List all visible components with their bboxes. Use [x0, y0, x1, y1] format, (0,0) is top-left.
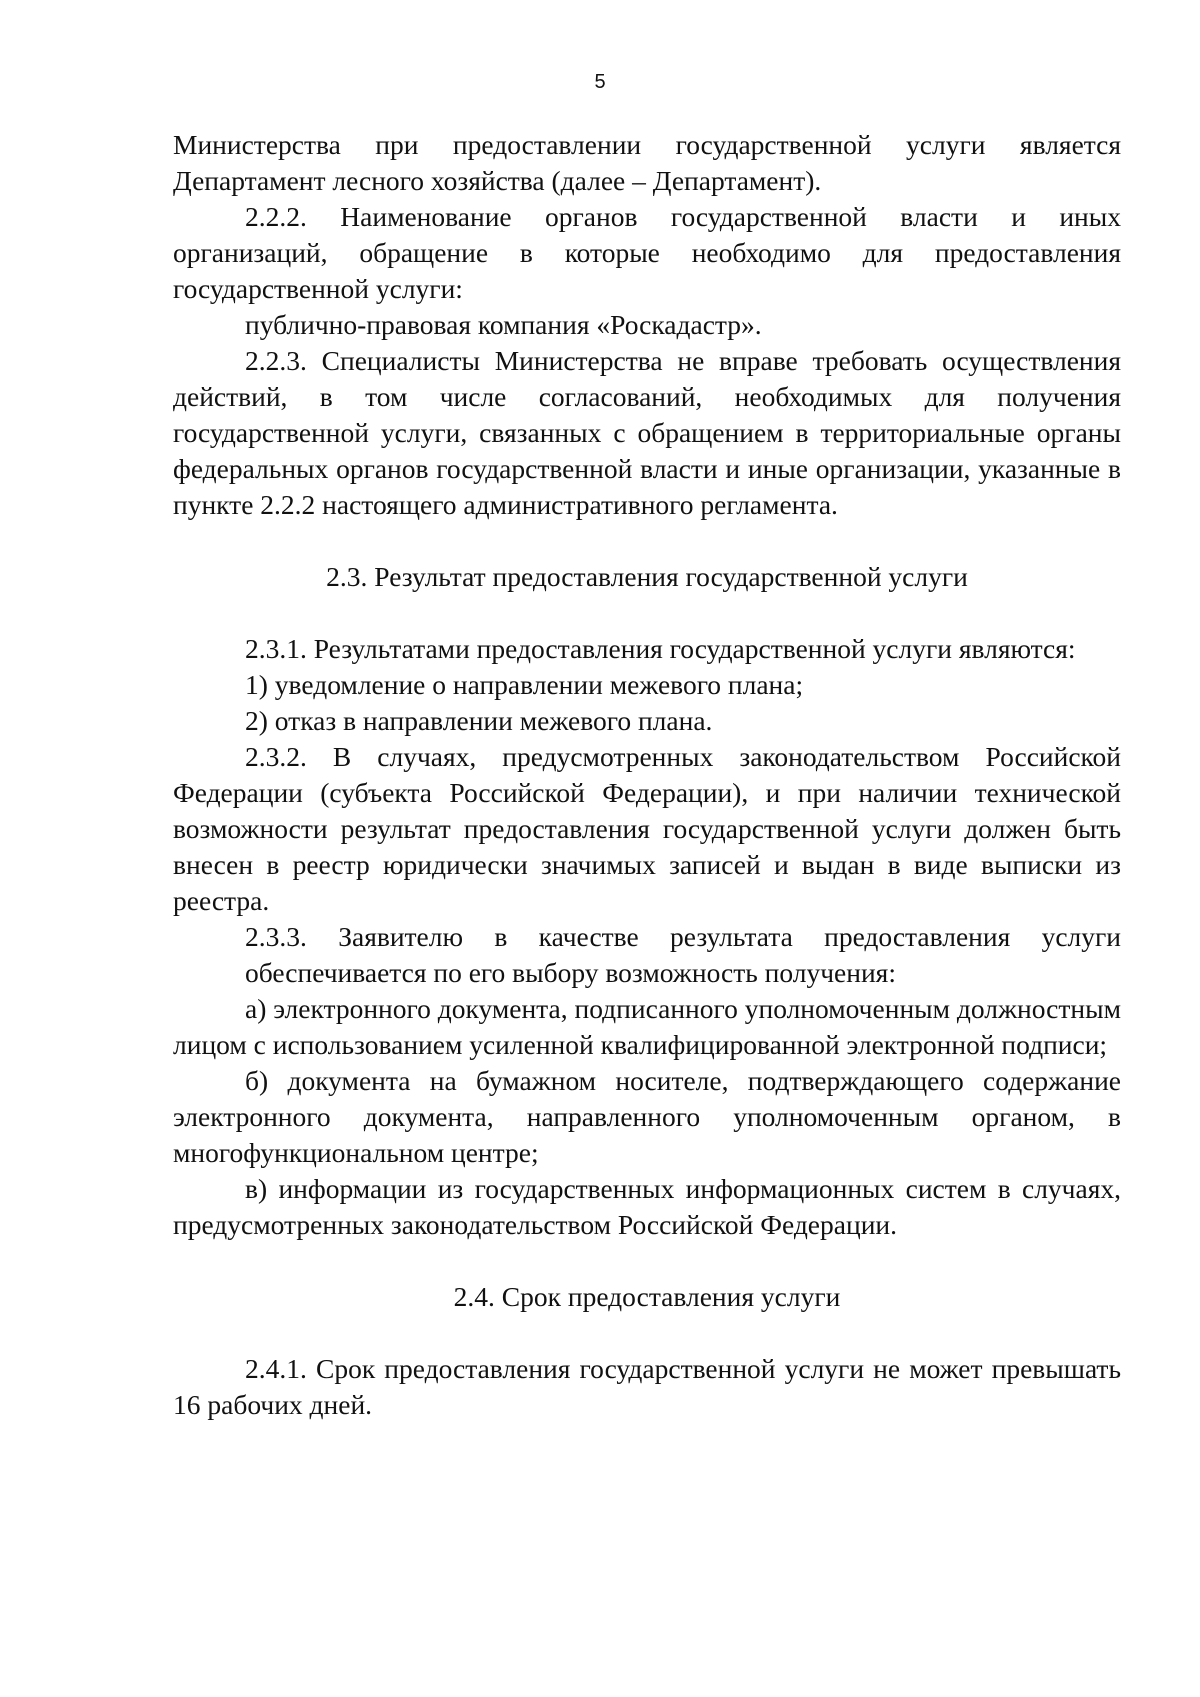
- page-number: 5: [594, 71, 606, 93]
- paragraph-roskadastr: публично-правовая компания «Роскадастр».: [245, 309, 762, 340]
- section-heading-2-3: 2.3. Результат предоставления государственной услуги: [326, 561, 968, 592]
- paragraph-2-3-2: 2.3.2. В случаях, предусмотренных законодательством Российской Федерации (субъекта Российской Федерации), и при наличии технической возможности результат предоставления государственной услуги должен быть внесен в реестр юридически значимых записей и выдан в виде выписки из реестра.: [173, 741, 1121, 916]
- list-item-b: б) документа на бумажном носителе, подтверждающего содержание электронного документа, направленного уполномоченным органом, в многофункциональном центре;: [173, 1065, 1121, 1168]
- paragraph-2-3-3: 2.3.3. Заявителю в качестве результата предоставления услуги обеспечивается по его выбору возможность получения:: [245, 921, 1121, 988]
- list-item-a: а) электронного документа, подписанного уполномоченным должностным лицом с использованием усиленной квалифицированной электронной подписи;: [173, 993, 1121, 1060]
- section-heading-2-4: 2.4. Срок предоставления услуги: [453, 1281, 841, 1312]
- list-item-v: в) информации из государственных информационных систем в случаях, предусмотренных законодательством Российской Федерации.: [173, 1173, 1121, 1240]
- paragraph-2-2-3: 2.2.3. Специалисты Министерства не вправе требовать осуществления действий, в том числе согласований, необходимых для получения государственной услуги, связанных с обращением в территориальные органы федеральных органов государственной власти и иные организации, указанные в пункте 2.2.2 настоящего административного регламента.: [173, 345, 1121, 520]
- paragraph-2-3-1: 2.3.1. Результатами предоставления государственной услуги являются:: [245, 633, 1076, 664]
- document-body: [173, 127, 1121, 1423]
- list-item-2: 2) отказ в направлении межевого плана.: [245, 705, 713, 736]
- paragraph-department: Министерства при предоставлении государственной услуги является Департамент лесного хозяйства (далее – Департамент).: [173, 129, 1121, 196]
- paragraph-2-4-1: 2.4.1. Срок предоставления государственной услуги не может превышать 16 рабочих дней.: [173, 1353, 1121, 1420]
- paragraph-2-2-2: 2.2.2. Наименование органов государственной власти и иных организаций, обращение в которые необходимо для предоставления государственной услуги:: [173, 201, 1121, 304]
- list-item-1: 1) уведомление о направлении межевого плана;: [245, 669, 804, 700]
